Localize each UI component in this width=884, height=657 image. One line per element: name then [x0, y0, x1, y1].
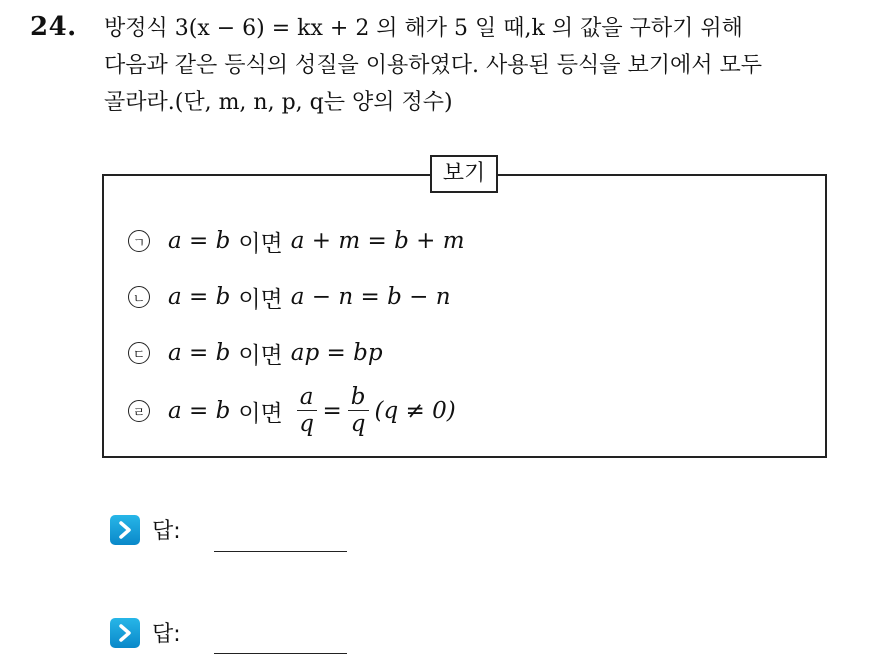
fraction-numerator: b — [348, 385, 369, 411]
fraction-numerator: a — [297, 385, 317, 411]
item-word: 이면 — [238, 286, 283, 313]
item-result: a + m = b + m — [290, 228, 465, 254]
item-mark: ㄴ — [128, 286, 150, 308]
item-mark: ㄷ — [128, 342, 150, 364]
item-condition: a = b — [168, 398, 231, 424]
item-result: ap = bp — [290, 340, 383, 366]
fraction-denominator: q — [299, 411, 314, 437]
example-item — [128, 272, 451, 322]
item-mark: ㄱ — [128, 230, 150, 252]
chevron-right-icon — [110, 515, 140, 545]
answer-label: 답: — [152, 519, 181, 544]
example-item — [128, 216, 465, 266]
example-item — [128, 386, 456, 436]
fraction — [297, 385, 317, 437]
fraction — [348, 385, 369, 437]
answer-blank[interactable] — [214, 551, 347, 552]
item-condition: a = b — [168, 340, 231, 366]
item-mark: ㄹ — [128, 400, 150, 422]
answer-row — [110, 617, 181, 648]
answer-row — [110, 514, 181, 545]
item-condition: a = b — [168, 228, 231, 254]
answer-label: 답: — [152, 622, 181, 647]
item-word: 이면 — [238, 230, 283, 257]
example-item — [128, 328, 383, 378]
chevron-right-icon — [110, 618, 140, 648]
item-condition-tail: (q ≠ 0) — [374, 398, 456, 424]
fraction-denominator: q — [350, 411, 366, 437]
item-word: 이면 — [238, 400, 283, 427]
question-text — [104, 10, 874, 121]
equals-sign: = — [322, 398, 342, 424]
question-line: 골라라.(단, m, n, p, q는 양의 정수) — [104, 90, 453, 115]
question-line: 방정식 3(x − 6) = kx + 2 의 해가 5 일 때,k 의 값을 구하기 위해 — [104, 16, 743, 41]
item-word: 이면 — [238, 342, 283, 369]
example-box-title: 보기 — [430, 155, 498, 193]
answer-blank[interactable] — [214, 653, 347, 654]
question-line: 다음과 같은 등식의 성질을 이용하였다. 사용된 등식을 보기에서 모두 — [104, 53, 762, 78]
item-result: a − n = b − n — [290, 284, 451, 310]
question-number: 24. — [30, 12, 77, 42]
item-condition: a = b — [168, 284, 231, 310]
